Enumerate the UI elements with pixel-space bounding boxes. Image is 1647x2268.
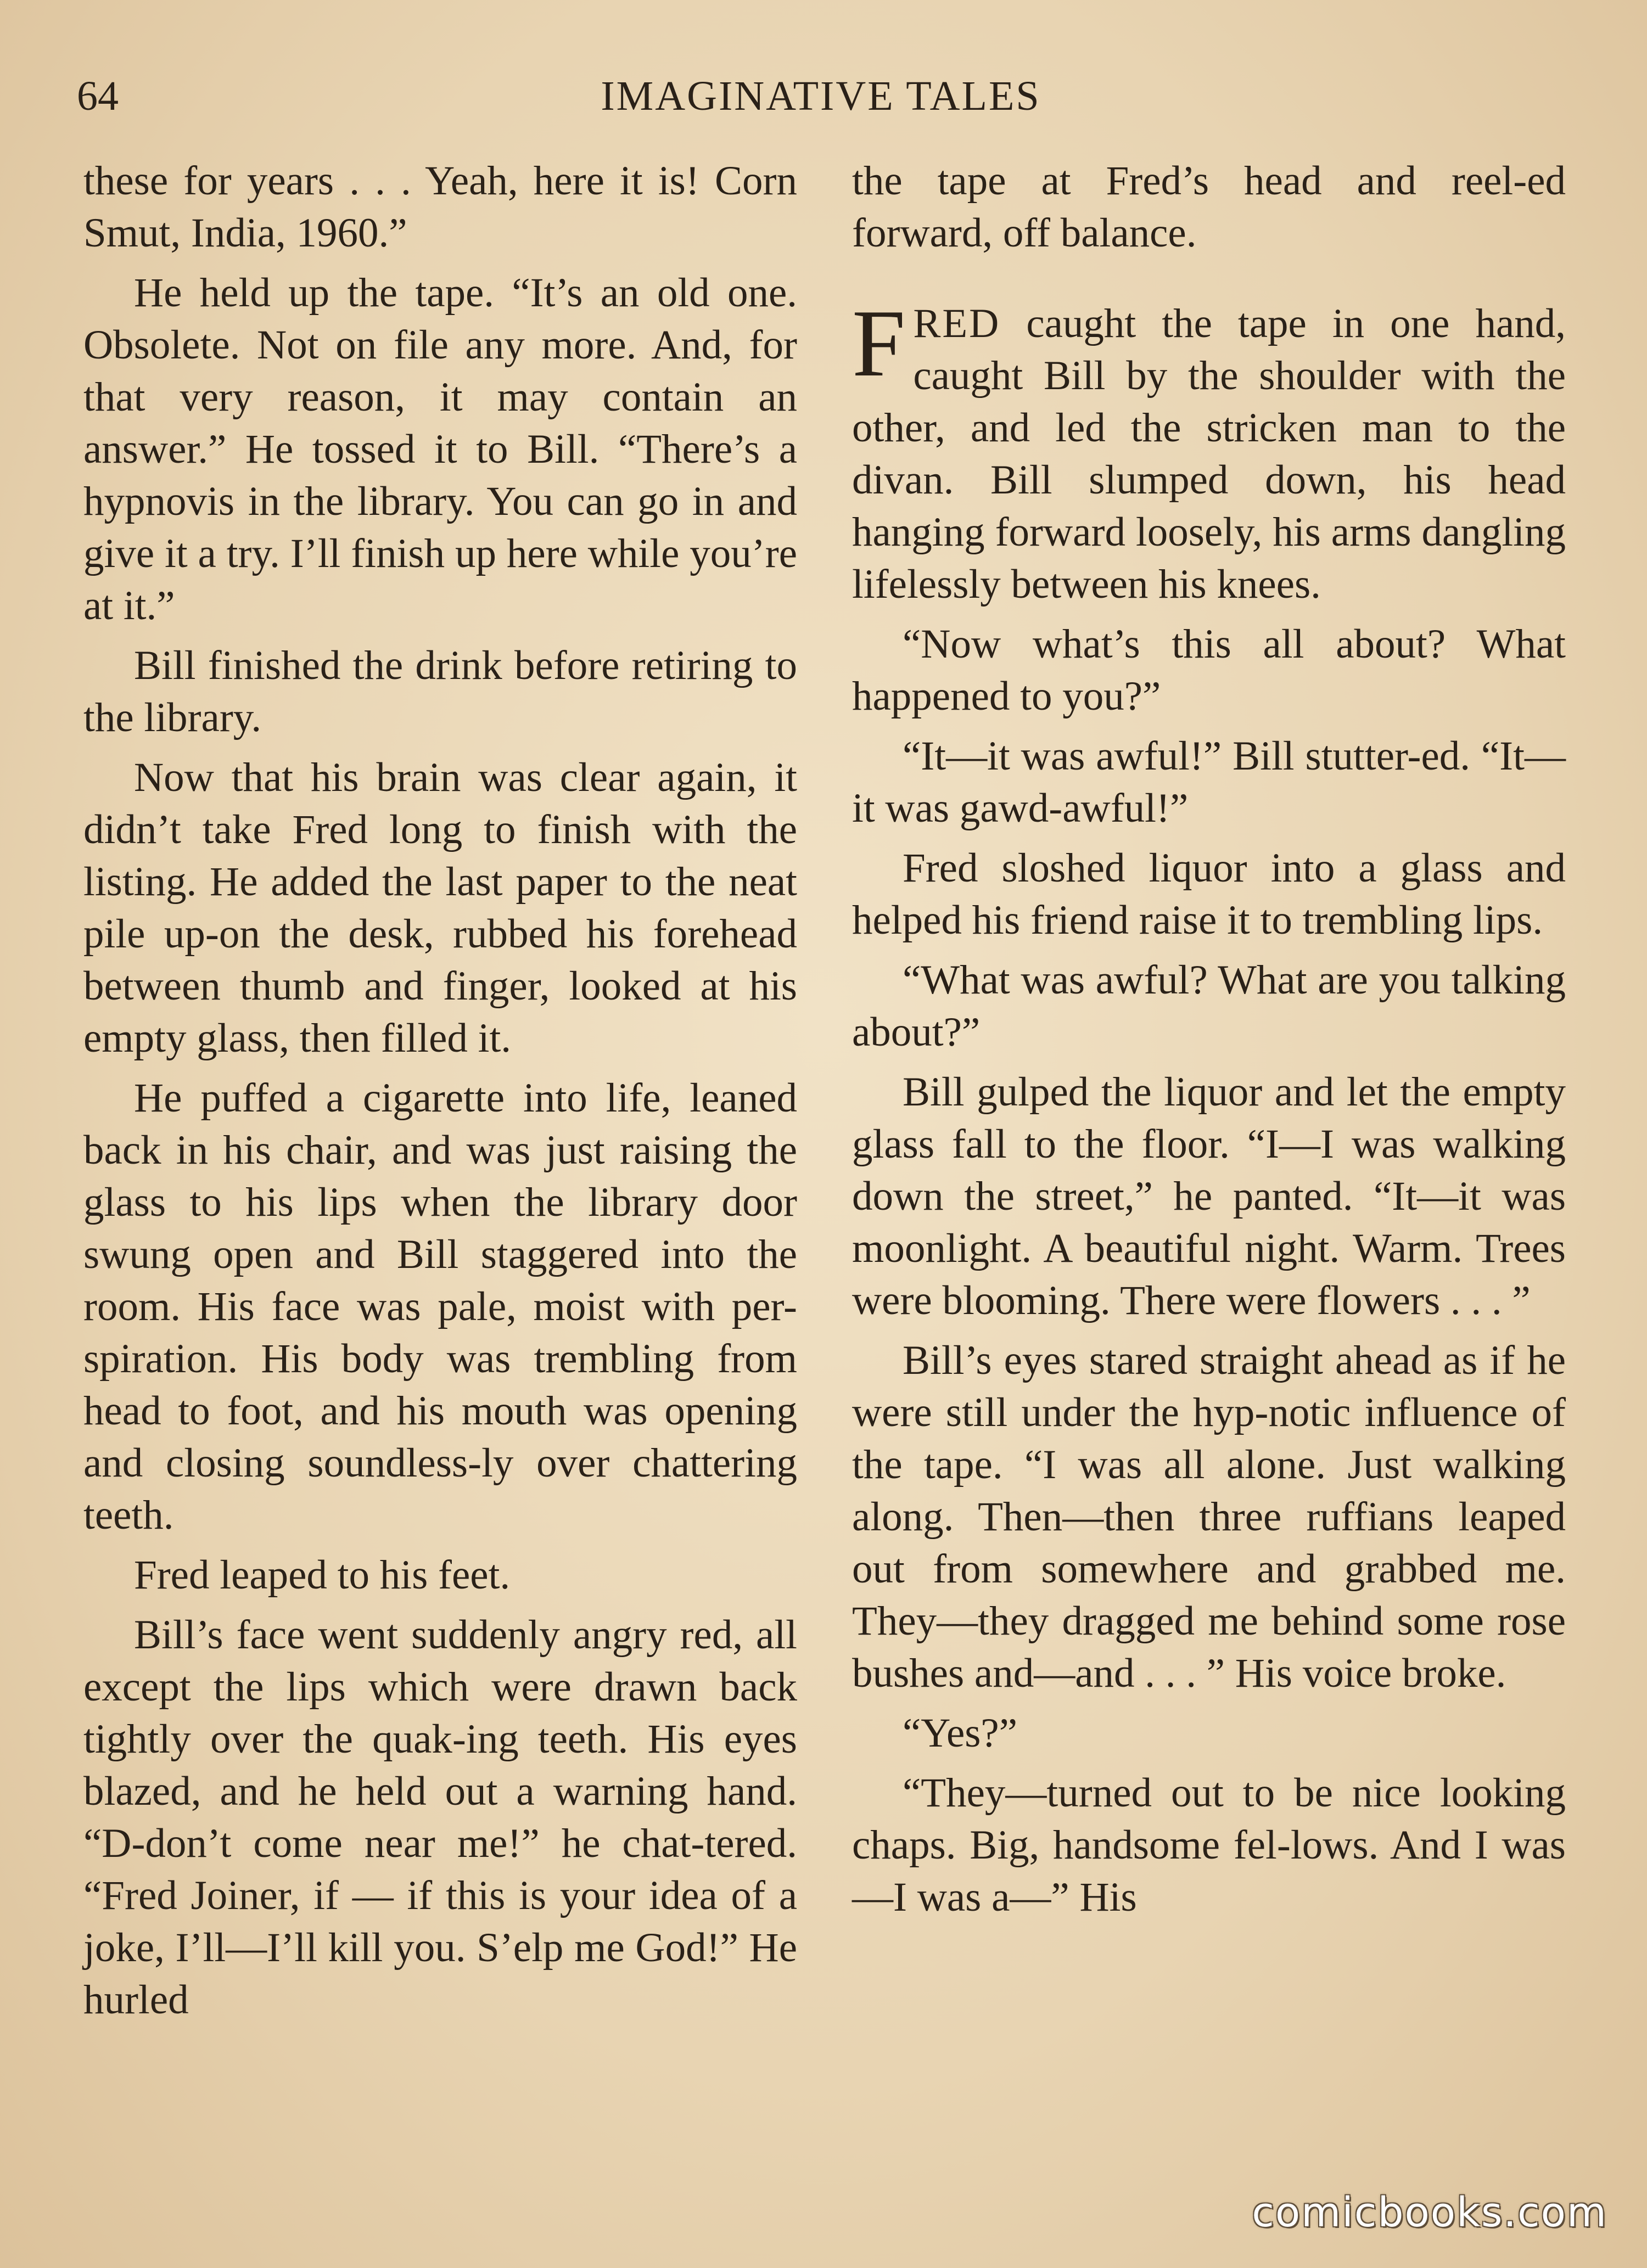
- paragraph: He puffed a cigarette into life, leaned back in his chair, and was just raising the glass to his lips when the library door swung open and Bill staggered into the room. His face was pale, moist with per-spiration. His body was trembling from head to foot, and his mouth was opening and closing soundless-ly over chattering teeth.: [83, 1075, 797, 1538]
- paragraph: Bill’s face went suddenly angry red, all except the lips which were drawn back tightly over the quak-ing teeth. His eyes blazed, and he held out a warning hand. “D-don’t come near me!” he chat-tered. “Fred Joiner, if — if this is your idea of a joke, I’ll—I’ll kill you. S’elp me God!” He hurled: [83, 1612, 797, 2023]
- watermark-logo: comicbooks.com: [1252, 2189, 1607, 2236]
- drop-cap-letter: F: [852, 290, 906, 396]
- paragraph: “Yes?”: [903, 1710, 1017, 1756]
- page-number: 64: [77, 73, 119, 119]
- dropcap-paragraph: [852, 290, 1566, 610]
- paragraph: “It—it was awful!” Bill stutter-ed. “It—it was gawd-awful!”: [852, 733, 1566, 831]
- paragraph: the tape at Fred’s head and reel-ed forward, off balance.: [852, 158, 1566, 256]
- right-text-column: [852, 155, 1566, 1931]
- running-title: IMAGINATIVE TALES: [601, 73, 1041, 119]
- paragraph: Fred sloshed liquor into a glass and helped his friend raise it to trembling lips.: [852, 845, 1566, 943]
- paragraph: “What was awful? What are you talking about?”: [852, 957, 1566, 1055]
- paragraph: Fred leaped to his feet.: [134, 1552, 511, 1598]
- dropcap-paragraph-body: caught the tape in one hand, caught Bill by the shoulder with the other, and led the stricken man to the divan. Bill slumped down, his head hanging forward loosely, his arms dangling lifelessly between his knees.: [852, 301, 1566, 607]
- paragraph: Bill’s eyes stared straight ahead as if he were still under the hyp-notic influence of the tape. “I was all alone. Just walking along. Then—then three ruffians leaped out from somewhere and grabbed me. They—they dragged me behind some rose bushes and—and . . . ” His voice broke.: [852, 1338, 1566, 1696]
- paragraph: Now that his brain was clear again, it didn’t take Fred long to finish with the listing. He added the last paper to the neat pile up-on the desk, rubbed his forehead between thumb and finger, looked at his empty glass, then filled it.: [83, 755, 797, 1061]
- paragraph: He held up the tape. “It’s an old one. Obsolete. Not on file any more. And, for that very reason, it may contain an answer.” He tossed it to Bill. “There’s a hypnovis in the library. You can go in and give it a try. I’ll finish up here while you’re at it.”: [83, 270, 797, 628]
- drop-cap-smallcaps: RED: [913, 301, 1001, 346]
- paragraph: these for years . . . Yeah, here it is! Corn Smut, India, 1960.”: [83, 158, 797, 256]
- paragraph: “Now what’s this all about? What happened to you?”: [852, 621, 1566, 719]
- paragraph: “They—turned out to be nice looking chaps. Big, handsome fel-lows. And I was—I was a—” His: [852, 1770, 1566, 1920]
- page-header: [77, 66, 1565, 126]
- paragraph: Bill gulped the liquor and let the empty glass fall to the floor. “I—I was walking down the street,” he panted. “It—it was moonlight. A beautiful night. Warm. Trees were blooming. There were flowers . . . ”: [852, 1069, 1566, 1323]
- paragraph: Bill finished the drink before retiring to the library.: [83, 643, 797, 740]
- left-text-column: [83, 155, 797, 2034]
